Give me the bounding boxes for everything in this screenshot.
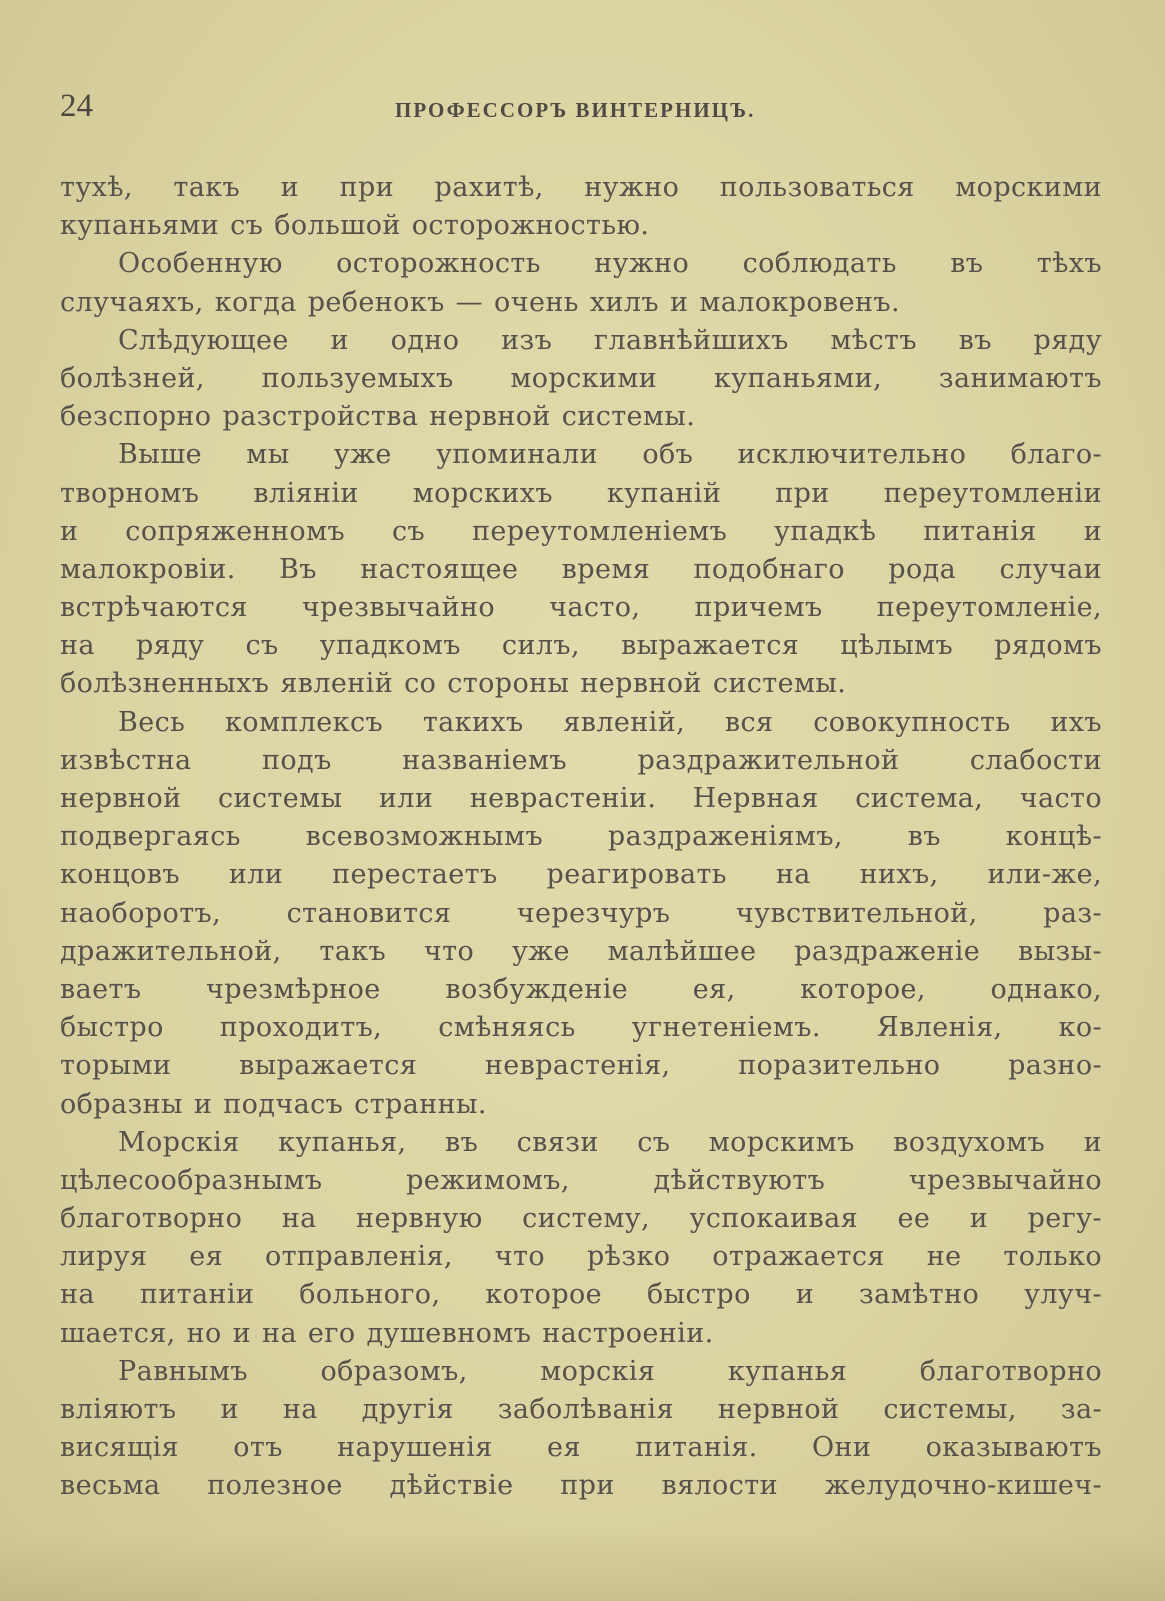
text-line: болѣзненныхъ явленій со стороны нервной системы. (60, 668, 847, 700)
running-head (60, 88, 1130, 128)
text-line: встрѣчаются чрезвычайно часто, причемъ переутомленіе, (60, 592, 1102, 624)
body-text (60, 169, 1102, 1506)
text-line: шается, но и на его душевномъ настроеніи. (60, 1317, 714, 1349)
text-line: на ряду съ упадкомъ силъ, выражается цѣлымъ рядомъ (60, 630, 1102, 662)
text-line: болѣзней, пользуемыхъ морскими купаньями, занимаютъ (60, 362, 1102, 394)
text-line: Морскія купанья, въ связи съ морскимъ воздухомъ и (118, 1126, 1102, 1158)
text-line: ваетъ чрезмѣрное возбужденіе ея, которое, однако, (60, 973, 1102, 1005)
text-line: весьма полезное дѣйствіе при вялости желудочно-кишеч- (60, 1470, 1102, 1502)
text-line: малокровіи. Въ настоящее время подобнаго рода случаи (60, 553, 1102, 585)
text-line: висящія отъ нарушенія ея питанія. Они оказываютъ (60, 1432, 1102, 1464)
text-line: быстро проходитъ, смѣняясь угнетеніемъ. Явленія, ко- (60, 1012, 1102, 1044)
text-line: извѣстна подъ названіемъ раздражительной слабости (60, 744, 1102, 776)
text-line: безспорно разстройства нервной системы. (60, 401, 696, 433)
text-line: наоборотъ, становится черезчуръ чувствительной, раз- (60, 897, 1102, 929)
running-title: ПРОФЕССОРЪ ВИНТЕРНИЦЪ. (395, 98, 756, 122)
text-line: цѣлесообразнымъ режимомъ, дѣйствуютъ чрезвычайно (60, 1164, 1102, 1196)
text-line: Слѣдующее и одно изъ главнѣйшихъ мѣстъ въ ряду (118, 324, 1102, 356)
text-line: образны и подчасъ странны. (60, 1088, 487, 1120)
text-line: нервной системы или неврастеніи. Нервная система, часто (60, 783, 1102, 814)
text-line: Равнымъ образомъ, морскія купанья благотворно (118, 1355, 1102, 1387)
text-line: торыми выражается неврастенія, поразительно разно- (60, 1050, 1102, 1082)
text-line: Выше мы уже упоминали объ исключительно благо- (118, 439, 1102, 471)
text-line: тухѣ, такъ и при рахитѣ, нужно пользоваться морскими (60, 172, 1102, 203)
text-line: концовъ или перестаетъ реагировать на нихъ, или-же, (60, 859, 1102, 891)
text-line: творномъ вліяніи морскихъ купаній при переутомленіи (60, 477, 1102, 509)
text-line: купаньями съ большой осторожностью. (60, 210, 650, 242)
text-line: вліяютъ и на другія заболѣванія нервной системы, за- (60, 1394, 1102, 1425)
text-line: благотворно на нервную систему, успокаивая ее и регу- (60, 1203, 1102, 1235)
text-line: случаяхъ, когда ребенокъ — очень хилъ и малокровенъ. (60, 286, 900, 318)
page-number: 24 (60, 88, 93, 124)
text-line: на питаніи больного, которое быстро и замѣтно улуч- (60, 1279, 1102, 1311)
text-line: дражительной, такъ что уже малѣйшее раздраженіе вызы- (60, 935, 1102, 967)
text-line: Особенную осторожность нужно соблюдать въ тѣхъ (118, 248, 1102, 280)
text-line: и сопряженномъ съ переутомленіемъ упадкѣ питанія и (60, 515, 1102, 547)
text-line: подвергаясь всевозможнымъ раздраженіямъ, въ концѣ- (60, 821, 1102, 853)
text-line: лируя ея отправленія, что рѣзко отражается не только (60, 1241, 1102, 1273)
text-line: Весь комплексъ такихъ явленій, вся совокупность ихъ (118, 706, 1102, 738)
